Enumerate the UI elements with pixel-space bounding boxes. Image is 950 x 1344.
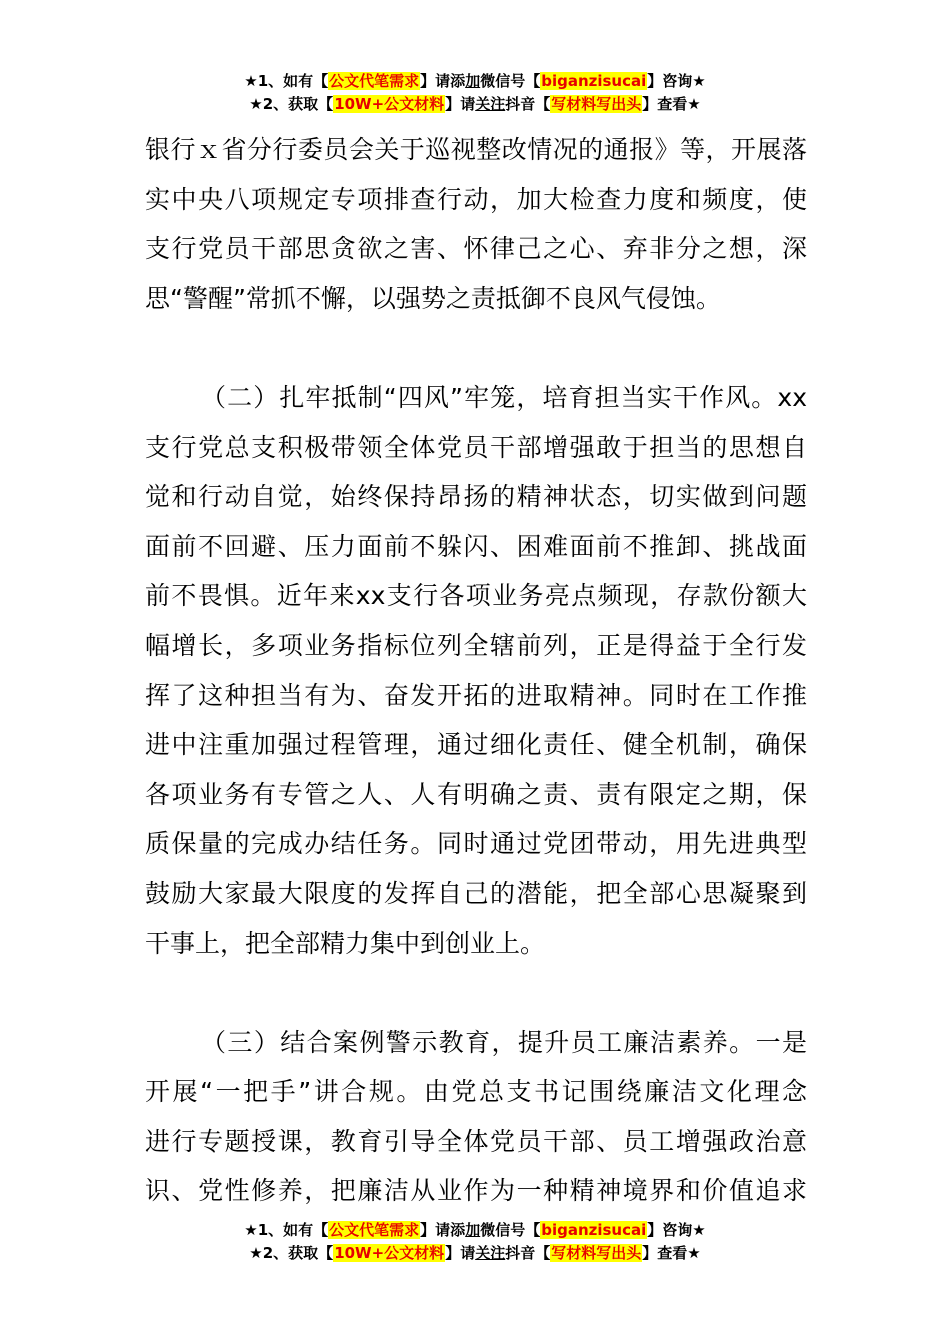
text-line: 实中央八项规定专项排查行动，加大检查力度和频度，使 bbox=[145, 184, 807, 214]
banner-line-2 bbox=[0, 1242, 950, 1265]
header-banner bbox=[0, 70, 950, 116]
banner-text: 微信号【 bbox=[480, 72, 541, 90]
banner-text: ★1、如有【 bbox=[244, 72, 329, 90]
banner-highlight: 10W+公文材料 bbox=[334, 1244, 445, 1262]
banner-text: 】请添 bbox=[420, 72, 466, 90]
paragraph-gap bbox=[145, 323, 807, 373]
banner-text: 】查看★ bbox=[642, 1244, 701, 1262]
text-line: （三）结合案例警示教育，提升员工廉洁素养。一是 bbox=[201, 1027, 807, 1057]
banner-text: 】请添 bbox=[420, 1221, 466, 1239]
text-line: 面前不回避、压力面前不躲闪、困难面前不推卸、挑战面 bbox=[145, 531, 807, 561]
banner-highlight: 10W+公文材料 bbox=[334, 95, 445, 113]
banner-line-1 bbox=[0, 70, 950, 93]
banner-text: 】咨询★ bbox=[647, 1221, 706, 1239]
text-line: 干事上，把全部精力集中到创业上。 bbox=[145, 928, 546, 958]
text-line: 各项业务有专管之人、人有明确之责、责有限定之期，保 bbox=[145, 779, 807, 809]
text-line: 支行党员干部思贪欲之害、怀律己之心、弃非分之想，深 bbox=[145, 234, 807, 264]
banner-underlined-text: 关注 bbox=[475, 95, 506, 113]
text-line: （二）扎牢抵制“四风”牢笼，培育担当实干作风。xx bbox=[201, 382, 807, 412]
paragraph-3 bbox=[145, 1018, 807, 1216]
text-line: 挥了这种担当有为、奋发开拓的进取精神。同时在工作推 bbox=[145, 680, 807, 710]
banner-highlight: 公文代笔需求 bbox=[329, 72, 420, 90]
text-line: 思“警醒”常抓不懈，以强势之责抵御不良风气侵蚀。 bbox=[145, 283, 721, 313]
banner-text: 抖音【 bbox=[505, 95, 551, 113]
banner-text: 】请 bbox=[445, 95, 476, 113]
paragraph-1 bbox=[145, 125, 807, 323]
banner-text: 】查看★ bbox=[642, 95, 701, 113]
banner-highlight: 写材料写出头 bbox=[551, 95, 642, 113]
banner-text: ★2、获取【 bbox=[249, 95, 334, 113]
banner-text: ★2、获取【 bbox=[249, 1244, 334, 1262]
text-line: 鼓励大家最大限度的发挥自己的潜能，把全部心思凝聚到 bbox=[145, 878, 807, 908]
paragraph-2 bbox=[145, 373, 807, 968]
banner-text: 】请 bbox=[445, 1244, 476, 1262]
banner-text: 抖音【 bbox=[505, 1244, 551, 1262]
banner-line-2 bbox=[0, 93, 950, 116]
banner-highlight: biganzisucai bbox=[541, 1221, 647, 1239]
banner-line-1 bbox=[0, 1219, 950, 1242]
banner-underlined-text: 关注 bbox=[475, 1244, 506, 1262]
banner-highlight: 写材料写出头 bbox=[551, 1244, 642, 1262]
paragraph-gap bbox=[145, 968, 807, 1018]
text-line: 进中注重加强过程管理，通过细化责任、健全机制，确保 bbox=[145, 730, 807, 760]
text-line: 前不畏惧。近年来xx支行各项业务亮点频现，存款份额大 bbox=[145, 581, 807, 611]
text-line: 觉和行动自觉，始终保持昂扬的精神状态，切实做到问题 bbox=[145, 482, 807, 512]
banner-underlined-text: 加 bbox=[465, 72, 481, 90]
footer-banner bbox=[0, 1219, 950, 1265]
banner-highlight: 公文代笔需求 bbox=[329, 1221, 420, 1239]
banner-text: 微信号【 bbox=[480, 1221, 541, 1239]
document-body bbox=[145, 125, 807, 1216]
text-line: 支行党总支积极带领全体党员干部增强敢于担当的思想自 bbox=[145, 432, 807, 462]
text-line: 银行ｘ省分行委员会关于巡视整改情况的通报》等，开展落 bbox=[145, 135, 807, 164]
text-line: 质保量的完成办结任务。同时通过党团带动，用先进典型 bbox=[145, 829, 807, 859]
banner-text: ★1、如有【 bbox=[244, 1221, 329, 1239]
banner-highlight: biganzisucai bbox=[541, 72, 647, 90]
banner-underlined-text: 加 bbox=[465, 1221, 481, 1239]
banner-text: 】咨询★ bbox=[647, 72, 706, 90]
text-line: 开展“一把手”讲合规。由党总支书记围绕廉洁文化理念 bbox=[145, 1077, 807, 1107]
text-line: 进行专题授课，教育引导全体党员干部、员工增强政治意 bbox=[145, 1126, 807, 1156]
text-line: 幅增长，多项业务指标位列全辖前列，正是得益于全行发 bbox=[145, 630, 807, 660]
text-line: 识、党性修养，把廉洁从业作为一种精神境界和价值追求 bbox=[145, 1176, 807, 1206]
